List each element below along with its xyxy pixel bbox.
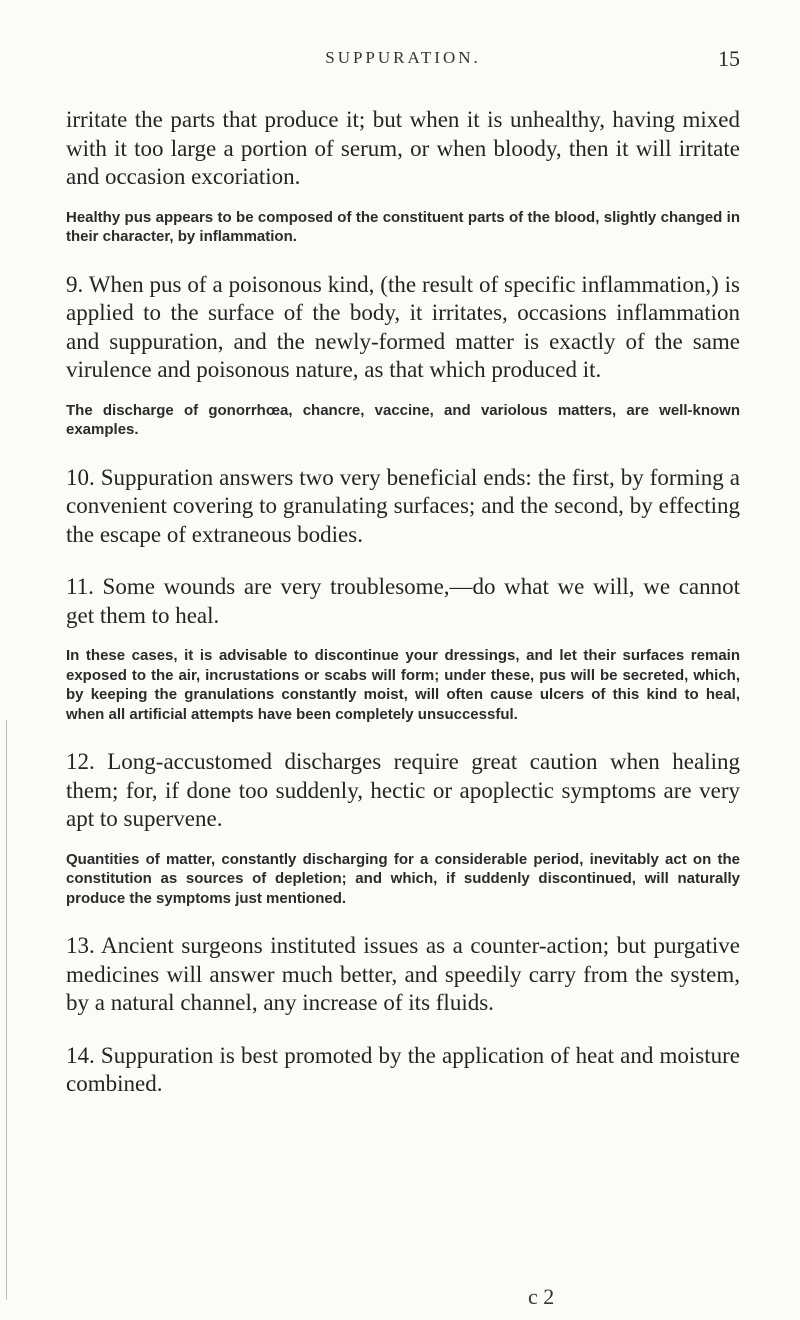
page-number: 15 [718,46,740,71]
paragraph-10: 10. Suppuration answers two very beneficial ends: the first, by forming a convenient covering to granulating surfaces; and the second, by effecting the escape of extraneous bodies. [66,464,740,547]
paragraph-12: 12. Long-accustomed discharges require great caution when healing them; for, if done too suddenly, hectic or apoplectic symptoms are very apt to supervene. [66,749,740,831]
page-header [66,48,740,78]
note-discontinue-dressings: In these cases, it is advisable to discontinue your dressings, and let their surfaces remain exposed to the air, incrustations or scabs will form; under these, pus will be secreted, which, by keeping the granulations constantly moist, will often cause ulcers of this kind to heal, when all artificial attempts have been completely unsuccessful. [66,647,740,723]
signature-mark: c 2 [528,1284,555,1309]
page-edge-rule [6,720,7,1300]
paragraph-continued: irritate the parts that produce it; but when it is unhealthy, having mixed with it too large a portion of serum, or when bloody, then it will irritate and occasion excoriation. [66,107,740,189]
body-text [66,106,740,1099]
running-title: SUPPURATION. [325,48,481,67]
paragraph-9: 9. When pus of a poisonous kind, (the result of specific inflammation,) is applied to the surface of the body, it irritates, occasions inflammation and suppuration, and the newly-formed matter is exactly of the same virulence and poisonous nature, as that which produced it. [66,271,740,382]
paragraph-13: 13. Ancient surgeons instituted issues as a counter-action; but purgative medicines will answer much better, and speedily carry from the system, by a natural channel, any increase of its fluids. [66,933,740,1015]
paragraph-11: 11. Some wounds are very troublesome,—do what we will, we cannot get them to heal. [66,574,740,628]
note-quantities-of-matter: Quantities of matter, constantly discharging for a considerable period, inevitably act on the constitution as sources of depletion; and which, if suddenly discontinued, will naturally produce the symptoms just mentioned. [66,850,740,907]
note-healthy-pus: Healthy pus appears to be composed of the constituent parts of the blood, slightly changed in their character, by inflammation. [66,208,740,245]
paragraph-14: 14. Suppuration is best promoted by the application of heat and moisture combined. [66,1042,740,1096]
note-discharge-examples: The discharge of gonorrhœa, chancre, vaccine, and variolous matters, are well-known examples. [66,401,740,438]
